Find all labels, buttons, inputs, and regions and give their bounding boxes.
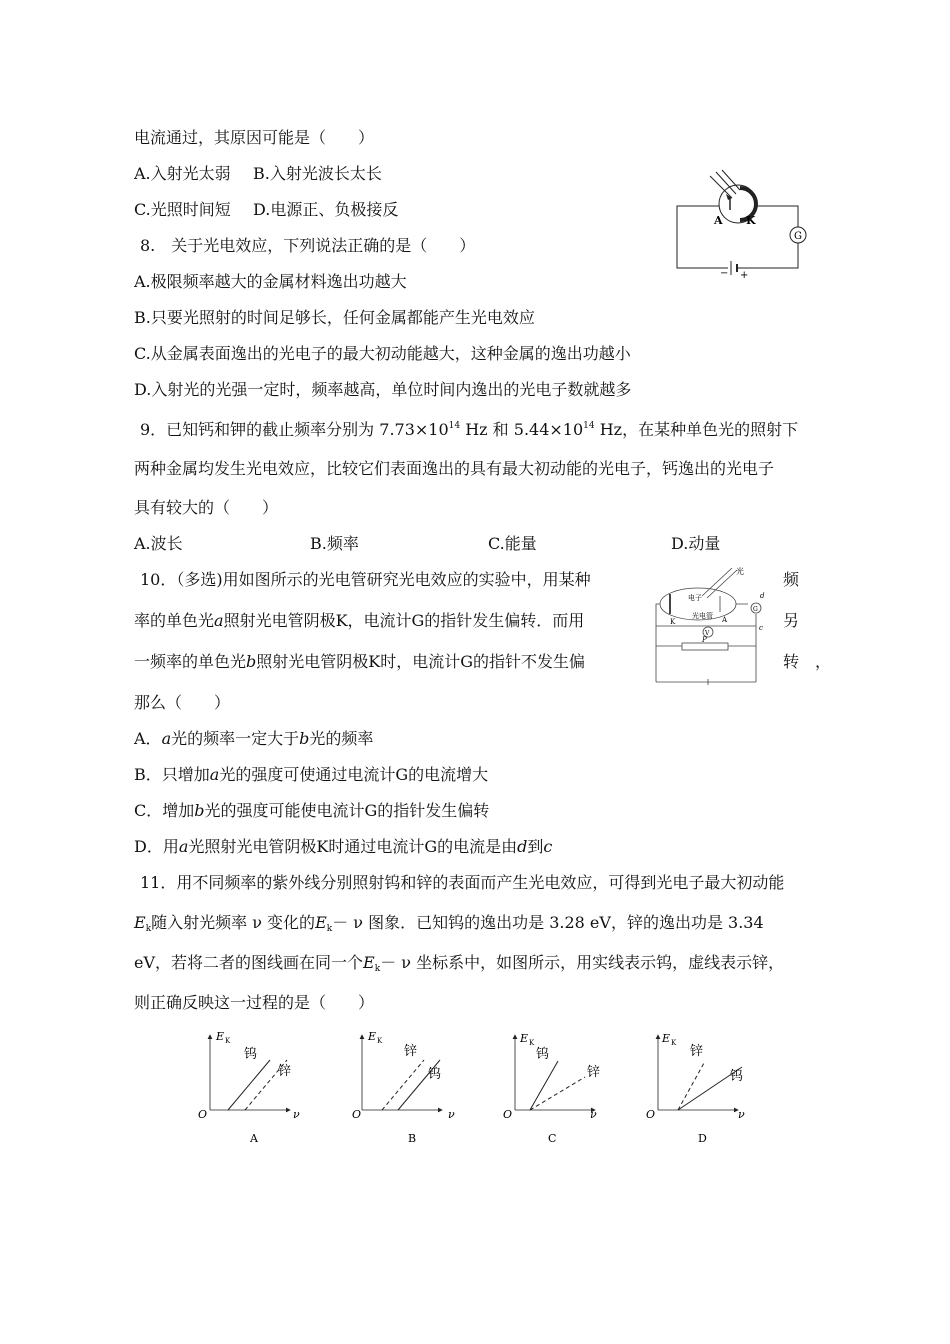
label-c: c (759, 624, 763, 632)
y-axis-sub: K (377, 1037, 383, 1045)
graph-option-d[interactable] (646, 1032, 745, 1145)
q8-option-a[interactable]: A.极限频率越大的金属材料逸出功越大 (134, 272, 407, 291)
zinc-line (382, 1060, 424, 1110)
q9-option-b[interactable]: B.频率 (310, 534, 359, 553)
x-axis-label: ν (738, 1108, 745, 1121)
origin-label: O (352, 1108, 362, 1121)
y-axis-sub: K (529, 1039, 535, 1047)
y-axis-label: E (216, 1030, 225, 1043)
label-g: G (753, 606, 758, 613)
label-electron: 电子 (688, 594, 702, 602)
q8-option-b[interactable]: B.只要光照射的时间足够长，任何金属都能产生光电效应 (134, 308, 535, 327)
zinc-label: 锌 (278, 1064, 292, 1079)
q7-stem-continuation: 电流通过，其原因可能是（ ） (134, 128, 375, 147)
label-g: G (794, 231, 802, 242)
origin-label: O (198, 1108, 208, 1121)
zinc-label: 锌 (404, 1044, 418, 1059)
graph-option-c[interactable] (503, 1032, 600, 1145)
x-axis-label: ν (293, 1108, 300, 1121)
graph-label-a: A (250, 1132, 258, 1145)
q9-option-d[interactable]: D.动量 (671, 534, 721, 553)
label-v: V (705, 630, 710, 637)
label-plus: + (740, 270, 749, 280)
q10-option-b[interactable]: B．只增加a光的强度可使通过电流计G的电流增大 (134, 765, 489, 784)
q10-stem-line-4: 那么（ ） (134, 693, 231, 712)
rheostat (682, 643, 728, 650)
zinc-line (678, 1063, 704, 1110)
q10-stem-line-3: 一频率的单色光b照射光电管阴极K时，电流计G的指针不发生偏 (134, 652, 586, 671)
zinc-line (530, 1077, 585, 1110)
graph-option-b[interactable] (352, 1030, 455, 1145)
q7-option-b[interactable]: B.入射光波长太长 (253, 164, 382, 183)
origin-label: O (646, 1108, 656, 1121)
q8-option-c[interactable]: C.从金属表面逸出的光电子的最大初动能越大，这种金属的逸出功越小 (134, 344, 631, 363)
label-d: d (760, 592, 765, 600)
graph-label-b: B (408, 1132, 417, 1145)
q10-stem-line-3-end: 转 ， (783, 652, 832, 671)
q8-stem: 8. 关于光电效应，下列说法正确的是（ ） (140, 236, 476, 255)
label-a: A (714, 214, 723, 227)
label-tube: 光电管 (692, 612, 713, 620)
q10-option-d[interactable]: D．用a光照射光电管阴极K时通过电流计G的电流是由d到c (134, 837, 553, 856)
q9-stem-line-3: 具有较大的（ ） (134, 498, 279, 517)
graph-option-a[interactable] (198, 1030, 300, 1145)
y-axis-label: E (520, 1032, 529, 1045)
label-p: P (702, 636, 707, 644)
tungsten-line (530, 1061, 558, 1110)
label-light: 光 (736, 567, 744, 576)
x-axis-label: ν (590, 1108, 597, 1121)
tungsten-label: 钨 (536, 1047, 550, 1062)
q9-option-c[interactable]: C.能量 (488, 534, 537, 553)
q9-option-a[interactable]: A.波长 (134, 534, 183, 553)
q11-graphs (190, 1025, 770, 1150)
q10-stem-line-2-end: 另 (783, 611, 800, 630)
q11-stem-line-1: 11．用不同频率的紫外线分别照射钨和锌的表面而产生光电效应，可得到光电子最大初动能 (140, 873, 785, 892)
q8-option-d[interactable]: D.入射光的光强一定时，频率越高，单位时间内逸出的光电子数就越多 (134, 380, 632, 399)
q10-stem-line-2: 率的单色光a照射光电管阴极K，电流计G的指针发生偏转．而用 (134, 611, 585, 630)
x-axis-label: ν (448, 1108, 455, 1121)
q10-option-c[interactable]: C．增加b光的强度可能使电流计G的指针发生偏转 (134, 801, 490, 820)
q9-stem-line-2: 两种金属均发生光电效应，比较它们表面逸出的具有最大初动能的光电子，钙逸出的光电子 (134, 459, 775, 478)
zinc-label: 锌 (690, 1044, 704, 1059)
y-axis-label: E (662, 1032, 671, 1045)
q11-stem-line-4: 则正确反映这一过程的是（ ） (134, 993, 375, 1012)
q10-stem-line-1: 10．（多选)用如图所示的光电管研究光电效应的实验中，用某种 (140, 570, 591, 589)
y-axis-label: E (368, 1030, 377, 1043)
y-axis-sub: K (671, 1039, 677, 1047)
q7-circuit-diagram (670, 168, 810, 280)
zinc-label: 锌 (587, 1065, 601, 1080)
q10-stem-line-1-end: 频 (783, 570, 800, 589)
q9-stem-line-1: 9．已知钙和钾的截止频率分别为 $7.73\times 10^{14}$ Hz 和 $5.44\times 10^{14}$ Hz，在某种单色光的照射下 (140, 420, 799, 439)
q7-option-d[interactable]: D.电源正、负极接反 (253, 200, 399, 219)
graph-label-d: D (698, 1132, 707, 1145)
y-axis-sub: K (225, 1037, 231, 1045)
q7-option-a[interactable]: A.入射光太弱 (134, 164, 231, 183)
label-k: K (670, 618, 676, 626)
q11-stem-line-3: eV，若将二者的图线画在同一个$E_k- \nu$ 坐标系中，如图所示，用实线表示钨，虚线表示锌， (134, 953, 785, 974)
q11-stem-line-2: $E_k$随入射光频率 ν 变化的$E_k- \nu$ 图象．已知钨的逸出功是 3.28 eV，锌的逸出功是 3.34 (134, 913, 764, 934)
label-a: A (722, 616, 728, 624)
tungsten-label: 钨 (730, 1069, 744, 1084)
q7-option-c[interactable]: C.光照时间短 (134, 200, 231, 219)
q10-phototube-circuit (652, 560, 772, 688)
tungsten-line (228, 1060, 270, 1110)
q10-option-a[interactable]: A．a光的频率一定大于b光的频率 (134, 729, 374, 748)
origin-label: O (503, 1108, 513, 1121)
label-k: K (746, 214, 756, 227)
tungsten-label: 钨 (428, 1067, 442, 1082)
tungsten-label: 钨 (244, 1047, 258, 1062)
label-minus: − (720, 268, 729, 279)
graph-label-c: C (548, 1132, 557, 1145)
